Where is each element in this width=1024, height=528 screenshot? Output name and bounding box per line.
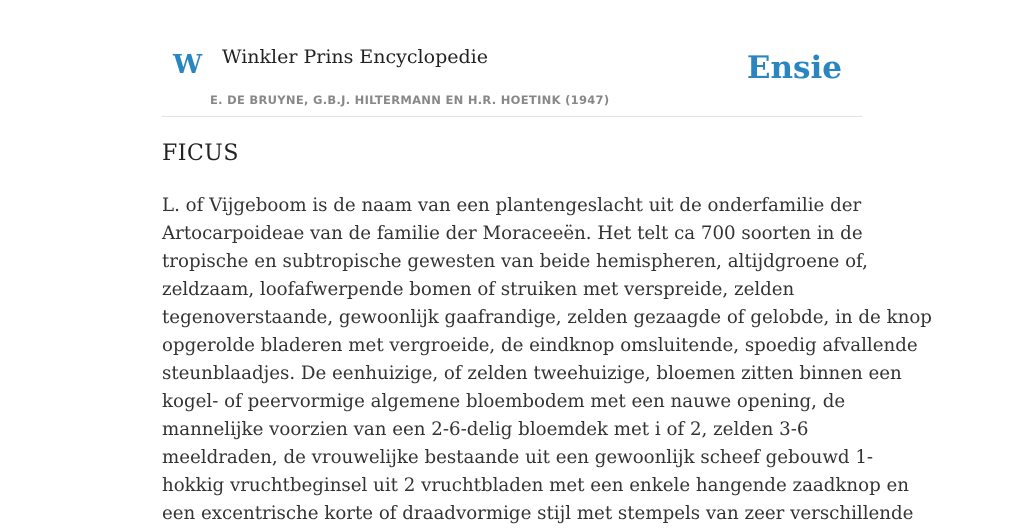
body-line: meeldraden, de vrouwelijke bestaande uit een gewoonlijk scheef gebouwd 1- — [162, 447, 874, 468]
body-line: kogel- of peervormige algemene bloembodem met een nauwe opening, de — [162, 391, 846, 412]
body-line: een excentrische korte of draadvormige stijl met stempels van zeer verschillende — [162, 503, 914, 524]
body-line: steunblaadjes. De eenhuizige, of zelden tweehuizige, bloemen zitten binnen een — [162, 363, 902, 384]
site-header — [162, 0, 862, 117]
body-line: hokkig vruchtbeginsel uit 2 vruchtbladen met een enkele hangende zaadknop en — [162, 475, 909, 496]
body-line: opgerolde bladeren met vergroeide, de eindknop omsluitende, spoedig afvallende — [162, 335, 918, 356]
body-line: L. of Vijgeboom is de naam van een plantengeslacht uit de onderfamilie der — [162, 195, 862, 216]
entry-body — [162, 192, 932, 528]
body-line: tropische en subtropische gewesten van beide hemispheren, altijdgroene of, — [162, 251, 868, 272]
publication-authors: E. DE BRUYNE, G.B.J. HILTERMANN EN H.R. HOETINK (1947) — [210, 93, 610, 107]
body-line: Artocarpoideae van de familie der Moraceeën. Het telt ca 700 soorten in de — [162, 223, 863, 244]
body-line: zeldzaam, loofafwerpende bomen of struiken met verspreide, zelden — [162, 279, 795, 300]
publication-title[interactable]: Winkler Prins Encyclopedie — [222, 46, 488, 68]
body-line: tegenoverstaande, gewoonlijk gaafrandige, zelden gezaagde of gelobde, in de knop — [162, 307, 932, 328]
winkler-prins-logo[interactable]: W — [173, 50, 203, 80]
ensie-logo[interactable]: Ensie — [746, 50, 842, 86]
entry-title: FICUS — [162, 141, 239, 166]
body-line: mannelijke voorzien van een 2-6-delig bloemdek met i of 2, zelden 3-6 — [162, 419, 809, 440]
